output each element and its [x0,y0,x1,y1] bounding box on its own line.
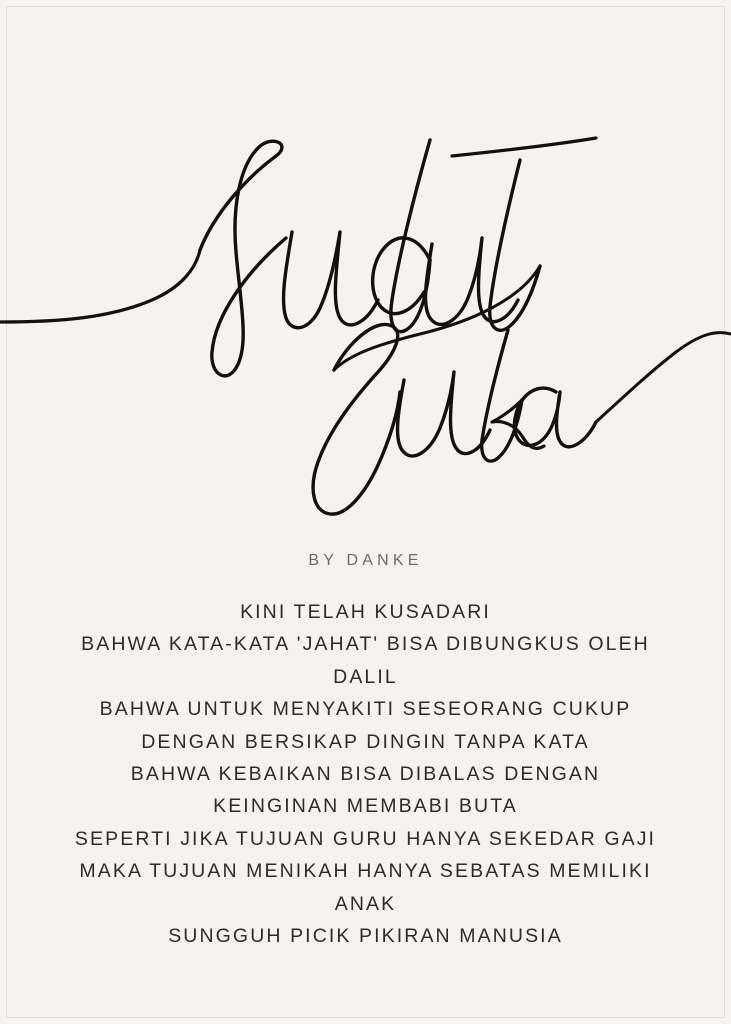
poem-line: KEINGINAN MEMBABI BUTA [213,795,518,818]
poem-line: DENGAN BERSIKAP DINGIN TANPA KATA [141,730,590,753]
poem-line: DALIL [333,665,398,688]
poem-line: MAKA TUJUAN MENIKAH HANYA SEBATAS MEMILIKI [79,860,652,883]
poem-line: BAHWA KATA-KATA 'JAHAT' BISA DIBUNGKUS OLEH [81,633,650,656]
poem-line: SEPERTI JIKA TUJUAN GURU HANYA SEKEDAR GAJI [74,827,657,850]
poem-line: ANAK [334,892,397,915]
poem-line: BAHWA KEBAIKAN BISA DIBALAS DENGAN [130,763,601,786]
poem-body [46,596,686,952]
poem-line: BAHWA UNTUK MENYAKITI SESEORANG CUKUP [99,698,632,721]
poem-line: KINI TELAH KUSADARI [240,601,491,623]
poem-line: SUNGGUH PICIK PIKIRAN MANUSIA [168,925,563,948]
poster-byline: BY DANKE [308,552,423,569]
